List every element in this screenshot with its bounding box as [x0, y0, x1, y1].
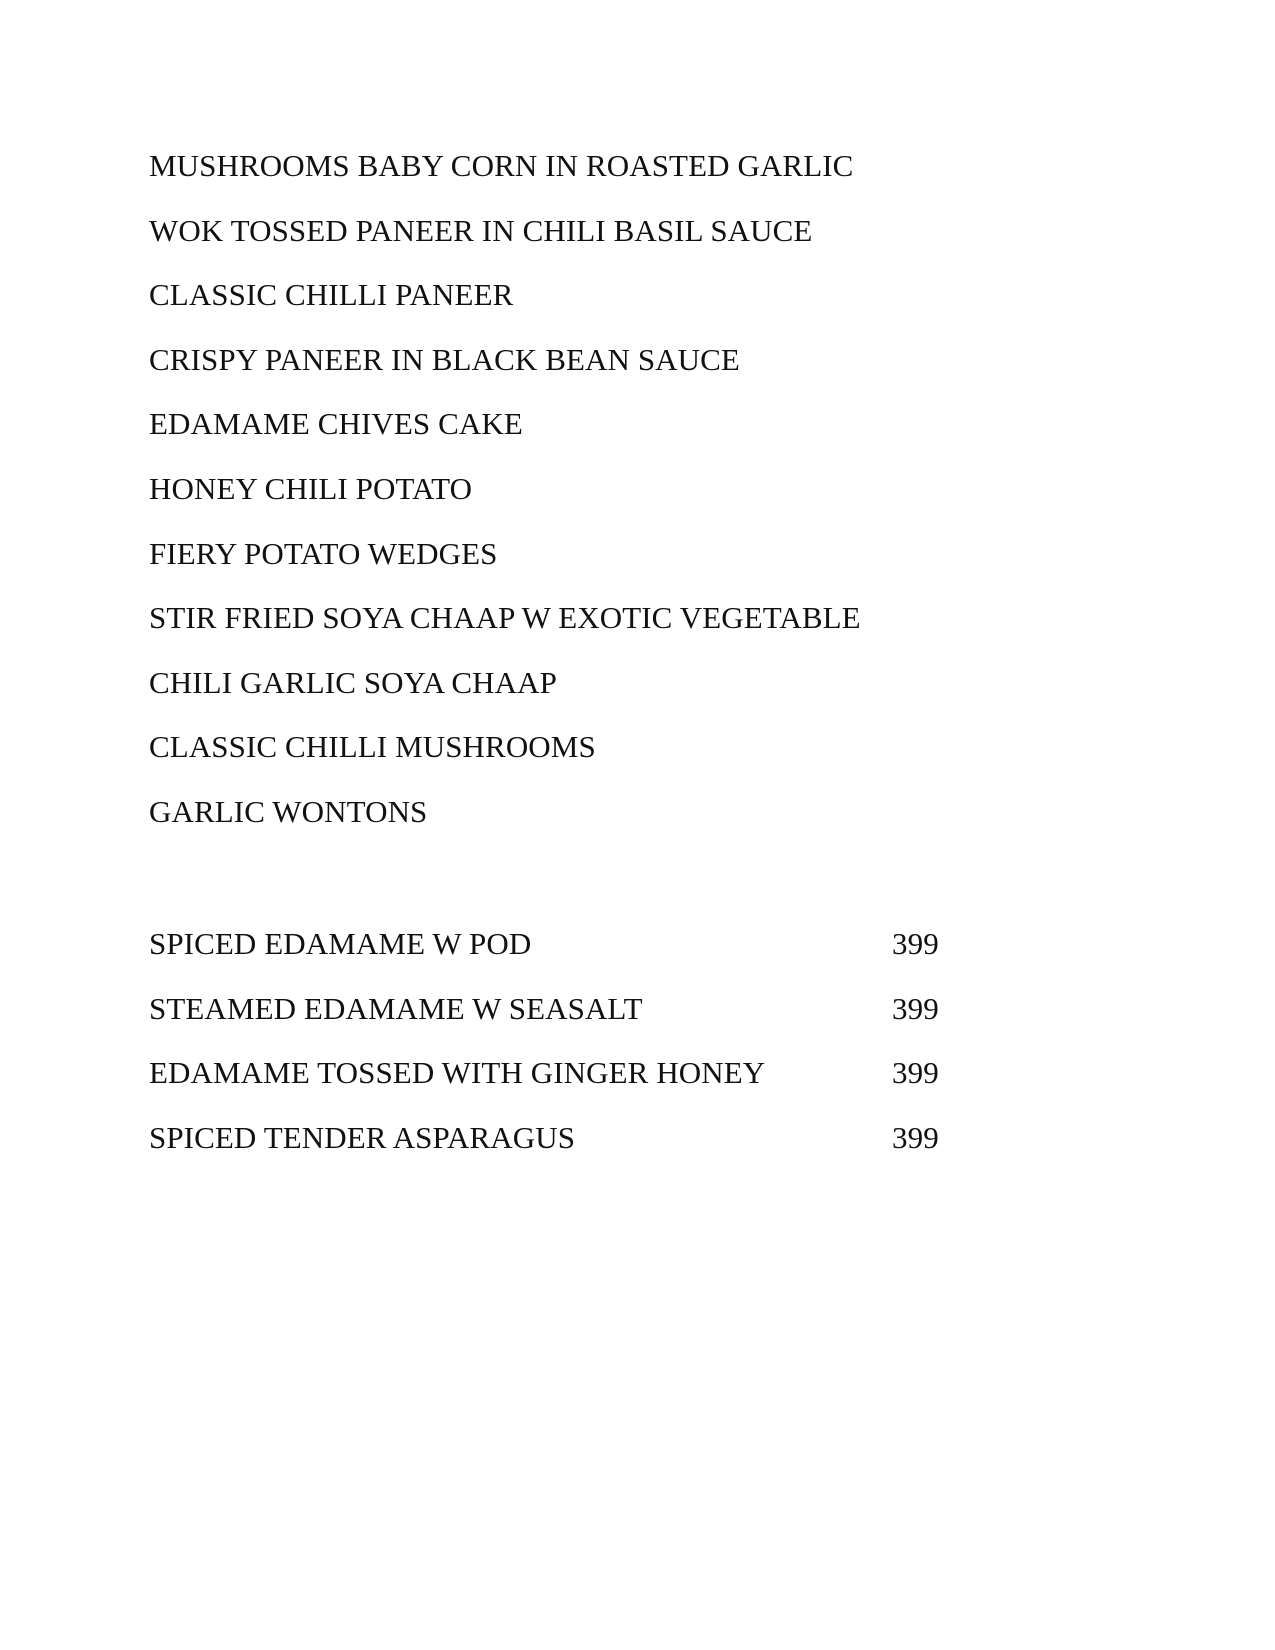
menu-list-unpriced	[149, 146, 969, 857]
menu-item-name: FIERY POTATO WEDGES	[149, 535, 498, 571]
menu-item	[149, 792, 969, 857]
menu-item-name: GARLIC WONTONS	[149, 793, 428, 829]
menu-item-price: 399	[892, 990, 939, 1026]
menu-item-price: 399	[892, 1055, 939, 1091]
menu-item-name: CLASSIC CHILLI MUSHROOMS	[149, 729, 596, 765]
menu-item	[149, 275, 969, 340]
menu-item-name: HONEY CHILI POTATO	[149, 470, 473, 506]
menu-item-name: MUSHROOMS BABY CORN IN ROASTED GARLIC	[149, 148, 854, 183]
menu-item-name: SPICED EDAMAME W POD	[149, 926, 532, 961]
menu-item	[149, 146, 969, 211]
menu-item-name: CLASSIC CHILLI PANEER	[149, 277, 514, 313]
menu-item-name: STEAMED EDAMAME W SEASALT	[149, 990, 643, 1026]
menu-item-price: 399	[892, 926, 939, 961]
menu-item-name: CRISPY PANEER IN BLACK BEAN SAUCE	[149, 341, 740, 377]
menu-item	[149, 663, 969, 728]
menu-item-name: EDAMAME TOSSED WITH GINGER HONEY	[149, 1055, 766, 1091]
menu-item	[149, 534, 969, 599]
menu-item	[149, 404, 969, 469]
menu-item	[149, 598, 969, 663]
menu-item	[149, 989, 969, 1054]
menu-item	[149, 1053, 969, 1118]
menu-list-priced	[149, 924, 969, 1182]
menu-item-name: WOK TOSSED PANEER IN CHILI BASIL SAUCE	[149, 212, 813, 248]
menu-item	[149, 340, 969, 405]
menu-item-name: STIR FRIED SOYA CHAAP W EXOTIC VEGETABLE	[149, 600, 861, 636]
menu-item	[149, 1118, 969, 1183]
menu-item	[149, 924, 969, 989]
menu-item	[149, 727, 969, 792]
menu-item-name: EDAMAME CHIVES CAKE	[149, 406, 523, 442]
menu-item	[149, 469, 969, 534]
menu-item	[149, 211, 969, 276]
menu-item-name: CHILI GARLIC SOYA CHAAP	[149, 664, 557, 700]
menu-item-name: SPICED TENDER ASPARAGUS	[149, 1119, 576, 1155]
menu-item-price: 399	[892, 1119, 939, 1155]
